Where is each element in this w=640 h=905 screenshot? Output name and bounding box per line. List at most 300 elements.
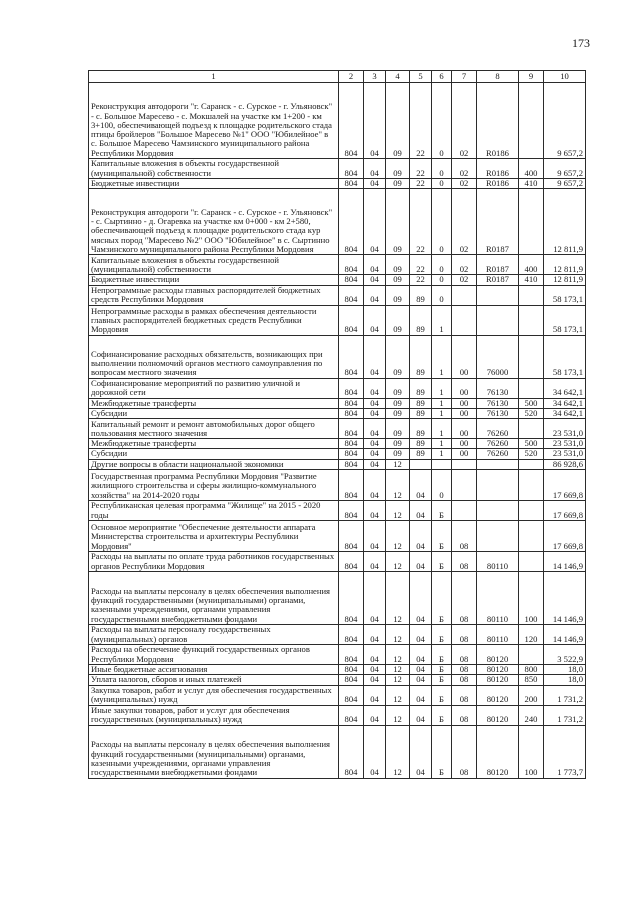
program-code-cell: 04 <box>410 571 432 624</box>
table-row <box>89 624 586 644</box>
table-row <box>89 419 586 439</box>
expense-code-cell: 76260 <box>477 439 519 449</box>
activity-code-cell: 02 <box>452 189 477 255</box>
subprogram-code-cell: Б <box>432 500 452 520</box>
expense-type-code-cell <box>519 419 544 439</box>
admin-code-cell: 804 <box>339 419 364 439</box>
amount-cell: 58 173,1 <box>544 285 586 305</box>
table-row <box>89 439 586 449</box>
item-name-cell: Субсидии <box>89 449 339 459</box>
admin-code-cell: 804 <box>339 255 364 275</box>
activity-code-cell: 08 <box>452 664 477 674</box>
column-header: 9 <box>519 71 544 83</box>
section-code-cell: 04 <box>364 83 386 159</box>
amount-cell: 14 146,9 <box>544 624 586 644</box>
subsection-code-cell: 09 <box>386 335 410 378</box>
subsection-code-cell: 09 <box>386 419 410 439</box>
item-name-cell: Уплата налогов, сборов и иных платежей <box>89 675 339 685</box>
activity-code-cell: 08 <box>452 675 477 685</box>
section-code-cell: 04 <box>364 725 386 778</box>
expense-code-cell: R0187 <box>477 275 519 285</box>
program-code-cell: 89 <box>410 305 432 335</box>
subsection-code-cell: 09 <box>386 408 410 418</box>
section-code-cell: 04 <box>364 285 386 305</box>
column-header: 3 <box>364 71 386 83</box>
program-code-cell: 22 <box>410 189 432 255</box>
section-code-cell: 04 <box>364 398 386 408</box>
section-code-cell: 04 <box>364 500 386 520</box>
item-name-cell: Иные бюджетные ассигнования <box>89 664 339 674</box>
amount-cell: 23 531,0 <box>544 439 586 449</box>
expense-type-code-cell <box>519 83 544 159</box>
activity-code-cell: 02 <box>452 159 477 179</box>
expense-type-code-cell: 520 <box>519 449 544 459</box>
column-header: 8 <box>477 71 519 83</box>
admin-code-cell: 804 <box>339 500 364 520</box>
activity-code-cell: 08 <box>452 725 477 778</box>
item-name-cell: Капитальные вложения в объекты государственной (муниципальной) собственности <box>89 255 339 275</box>
item-name-cell: Капитальные вложения в объекты государственной (муниципальной) собственности <box>89 159 339 179</box>
expense-type-code-cell: 410 <box>519 179 544 189</box>
section-code-cell: 04 <box>364 551 386 571</box>
expense-code-cell: 80110 <box>477 571 519 624</box>
subsection-code-cell: 09 <box>386 285 410 305</box>
amount-cell: 14 146,9 <box>544 551 586 571</box>
subsection-code-cell: 12 <box>386 705 410 725</box>
amount-cell: 12 811,9 <box>544 255 586 275</box>
amount-cell: 17 669,8 <box>544 469 586 500</box>
expense-code-cell: 76260 <box>477 419 519 439</box>
subprogram-code-cell: 0 <box>432 189 452 255</box>
activity-code-cell: 02 <box>452 179 477 189</box>
activity-code-cell <box>452 285 477 305</box>
admin-code-cell: 804 <box>339 675 364 685</box>
table-row <box>89 571 586 624</box>
expense-type-code-cell: 500 <box>519 398 544 408</box>
item-name-cell: Реконструкция автодороги "г. Саранск - с. Сурское - г. Ульяновск" - с. Сыртинно - д. Огаревка на участке км 0+000 - км 2+580, обеспечивающей подъезд к площадке родительского стада кур мясных пород "Маресево №2" ООО "Юбилейное" в с. Сыртинно Чамзинского муниципального района Республики Мордовия <box>89 189 339 255</box>
item-name-cell: Субсидии <box>89 408 339 418</box>
amount-cell: 9 657,2 <box>544 179 586 189</box>
program-code-cell <box>410 459 432 469</box>
item-name-cell: Основное мероприятие "Обеспечение деятельности аппарата Министерства строительства и архитектуры Республики Мордовия" <box>89 520 339 551</box>
subsection-code-cell: 09 <box>386 305 410 335</box>
item-name-cell: Софинансирование расходных обязательств, возникающих при выполнении полномочий органов местного самоуправления по вопросам местного значения <box>89 335 339 378</box>
table-row <box>89 705 586 725</box>
activity-code-cell: 08 <box>452 624 477 644</box>
expense-type-code-cell <box>519 500 544 520</box>
table-row <box>89 179 586 189</box>
section-code-cell: 04 <box>364 179 386 189</box>
expense-code-cell: 80120 <box>477 685 519 705</box>
subsection-code-cell: 12 <box>386 664 410 674</box>
expense-code-cell: 76130 <box>477 398 519 408</box>
subprogram-code-cell <box>432 459 452 469</box>
table-row <box>89 520 586 551</box>
subprogram-code-cell: 1 <box>432 305 452 335</box>
program-code-cell: 04 <box>410 551 432 571</box>
amount-cell: 34 642,1 <box>544 378 586 398</box>
expense-type-code-cell: 400 <box>519 159 544 179</box>
program-code-cell: 22 <box>410 255 432 275</box>
item-name-cell: Софинансирование мероприятий по развитию уличной и дорожной сети <box>89 378 339 398</box>
program-code-cell: 22 <box>410 275 432 285</box>
expense-code-cell: R0187 <box>477 255 519 275</box>
subprogram-code-cell: Б <box>432 675 452 685</box>
expense-type-code-cell: 100 <box>519 571 544 624</box>
amount-cell: 1 773,7 <box>544 725 586 778</box>
expense-code-cell: 76260 <box>477 449 519 459</box>
admin-code-cell: 804 <box>339 83 364 159</box>
activity-code-cell: 00 <box>452 439 477 449</box>
program-code-cell: 04 <box>410 520 432 551</box>
expense-type-code-cell <box>519 469 544 500</box>
subprogram-code-cell: 1 <box>432 408 452 418</box>
amount-cell: 1 731,2 <box>544 705 586 725</box>
subsection-code-cell: 09 <box>386 378 410 398</box>
expense-type-code-cell: 240 <box>519 705 544 725</box>
subprogram-code-cell: Б <box>432 685 452 705</box>
subsection-code-cell: 09 <box>386 83 410 159</box>
subprogram-code-cell: Б <box>432 624 452 644</box>
subsection-code-cell: 12 <box>386 520 410 551</box>
expense-type-code-cell: 500 <box>519 439 544 449</box>
amount-cell: 34 642,1 <box>544 408 586 418</box>
table-row <box>89 378 586 398</box>
table-row <box>89 469 586 500</box>
item-name-cell: Межбюджетные трансферты <box>89 439 339 449</box>
column-header: 5 <box>410 71 432 83</box>
activity-code-cell: 00 <box>452 408 477 418</box>
amount-cell: 17 669,8 <box>544 500 586 520</box>
expense-code-cell <box>477 469 519 500</box>
item-name-cell: Иные закупки товаров, работ и услуг для обеспечения государственных (муниципальных) нужд <box>89 705 339 725</box>
subprogram-code-cell: 1 <box>432 335 452 378</box>
subprogram-code-cell: 0 <box>432 275 452 285</box>
subprogram-code-cell: 0 <box>432 255 452 275</box>
budget-table <box>88 70 586 779</box>
item-name-cell: Другие вопросы в области национальной экономики <box>89 459 339 469</box>
table-row <box>89 664 586 674</box>
item-name-cell: Межбюджетные трансферты <box>89 398 339 408</box>
item-name-cell: Закупка товаров, работ и услуг для обеспечения государственных (муниципальных) нужд <box>89 685 339 705</box>
amount-cell: 23 531,0 <box>544 449 586 459</box>
program-code-cell: 89 <box>410 449 432 459</box>
expense-code-cell <box>477 305 519 335</box>
activity-code-cell: 00 <box>452 419 477 439</box>
expense-code-cell: 80110 <box>477 624 519 644</box>
expense-type-code-cell: 100 <box>519 725 544 778</box>
item-name-cell: Бюджетные инвестиции <box>89 275 339 285</box>
table-row <box>89 685 586 705</box>
section-code-cell: 04 <box>364 459 386 469</box>
admin-code-cell: 804 <box>339 398 364 408</box>
table-row <box>89 189 586 255</box>
subsection-code-cell: 12 <box>386 551 410 571</box>
subprogram-code-cell: Б <box>432 520 452 551</box>
program-code-cell: 89 <box>410 335 432 378</box>
program-code-cell: 04 <box>410 500 432 520</box>
item-name-cell: Расходы на выплаты по оплате труда работников государственных органов Республики Мордовия <box>89 551 339 571</box>
expense-code-cell: R0186 <box>477 159 519 179</box>
expense-type-code-cell <box>519 378 544 398</box>
item-name-cell: Непрограммные расходы главных распорядителей бюджетных средств Республики Мордовия <box>89 285 339 305</box>
section-code-cell: 04 <box>364 439 386 449</box>
table-row <box>89 275 586 285</box>
admin-code-cell: 804 <box>339 189 364 255</box>
subsection-code-cell: 12 <box>386 469 410 500</box>
subsection-code-cell: 12 <box>386 644 410 664</box>
section-code-cell: 04 <box>364 378 386 398</box>
table-row <box>89 459 586 469</box>
amount-cell: 9 657,2 <box>544 159 586 179</box>
expense-code-cell: 80120 <box>477 705 519 725</box>
amount-cell: 3 522,9 <box>544 644 586 664</box>
activity-code-cell: 08 <box>452 705 477 725</box>
admin-code-cell: 804 <box>339 275 364 285</box>
amount-cell: 86 928,6 <box>544 459 586 469</box>
amount-cell: 34 642,1 <box>544 398 586 408</box>
section-code-cell: 04 <box>364 449 386 459</box>
section-code-cell: 04 <box>364 335 386 378</box>
expense-type-code-cell <box>519 644 544 664</box>
activity-code-cell: 02 <box>452 83 477 159</box>
expense-code-cell: R0186 <box>477 179 519 189</box>
page-number: 173 <box>572 36 590 50</box>
item-name-cell: Расходы на выплаты персоналу в целях обеспечения выполнения функций государственными (муниципальными) органами, казенными учреждениями, органами управления государственными внебюджетными фондами <box>89 725 339 778</box>
expense-type-code-cell: 520 <box>519 408 544 418</box>
program-code-cell: 22 <box>410 159 432 179</box>
expense-type-code-cell <box>519 285 544 305</box>
expense-code-cell: 76130 <box>477 378 519 398</box>
item-name-cell: Капитальный ремонт и ремонт автомобильных дорог общего пользования местного значения <box>89 419 339 439</box>
expense-code-cell <box>477 520 519 551</box>
subprogram-code-cell: 0 <box>432 469 452 500</box>
table-row <box>89 500 586 520</box>
subsection-code-cell: 09 <box>386 398 410 408</box>
admin-code-cell: 804 <box>339 551 364 571</box>
table-row <box>89 398 586 408</box>
subprogram-code-cell: Б <box>432 725 452 778</box>
expense-type-code-cell: 120 <box>519 624 544 644</box>
table-row <box>89 305 586 335</box>
expense-code-cell: R0186 <box>477 83 519 159</box>
admin-code-cell: 804 <box>339 685 364 705</box>
subsection-code-cell: 12 <box>386 685 410 705</box>
section-code-cell: 04 <box>364 419 386 439</box>
subsection-code-cell: 09 <box>386 255 410 275</box>
amount-cell: 17 669,8 <box>544 520 586 551</box>
section-code-cell: 04 <box>364 644 386 664</box>
section-code-cell: 04 <box>364 685 386 705</box>
activity-code-cell <box>452 305 477 335</box>
admin-code-cell: 804 <box>339 305 364 335</box>
subsection-code-cell: 12 <box>386 675 410 685</box>
amount-cell: 18,0 <box>544 675 586 685</box>
program-code-cell: 04 <box>410 644 432 664</box>
expense-type-code-cell: 400 <box>519 255 544 275</box>
header-row <box>89 71 586 83</box>
item-name-cell: Расходы на обеспечение функций государственных органов Республики Мордовия <box>89 644 339 664</box>
subprogram-code-cell: 1 <box>432 419 452 439</box>
amount-cell: 58 173,1 <box>544 335 586 378</box>
table-row <box>89 408 586 418</box>
subsection-code-cell: 12 <box>386 725 410 778</box>
subprogram-code-cell: 0 <box>432 159 452 179</box>
admin-code-cell: 804 <box>339 520 364 551</box>
activity-code-cell: 08 <box>452 644 477 664</box>
admin-code-cell: 804 <box>339 624 364 644</box>
table-row <box>89 551 586 571</box>
column-header: 6 <box>432 71 452 83</box>
program-code-cell: 04 <box>410 624 432 644</box>
expense-code-cell <box>477 285 519 305</box>
program-code-cell: 89 <box>410 408 432 418</box>
program-code-cell: 89 <box>410 439 432 449</box>
subsection-code-cell: 09 <box>386 179 410 189</box>
section-code-cell: 04 <box>364 520 386 551</box>
activity-code-cell: 08 <box>452 685 477 705</box>
activity-code-cell <box>452 459 477 469</box>
table-row <box>89 285 586 305</box>
section-code-cell: 04 <box>364 408 386 418</box>
activity-code-cell <box>452 500 477 520</box>
item-name-cell: Реконструкция автодороги "г. Саранск - с. Сурское - г. Ульяновск" - с. Большое Маресево - с. Мокшалей на участке км 1+200 - км 3+100, обеспечивающей подъезд к площадке родительского стада птицы бройлеров "Большое Маресево №1" ООО "Юбилейное" в с. Большое Маресево Чамзинского муниципального района Республики Мордовия <box>89 83 339 159</box>
subsection-code-cell: 09 <box>386 275 410 285</box>
expense-type-code-cell <box>519 551 544 571</box>
expense-code-cell: 76130 <box>477 408 519 418</box>
expense-code-cell: 80120 <box>477 675 519 685</box>
section-code-cell: 04 <box>364 469 386 500</box>
subsection-code-cell: 09 <box>386 159 410 179</box>
program-code-cell: 04 <box>410 705 432 725</box>
admin-code-cell: 804 <box>339 449 364 459</box>
table-row <box>89 644 586 664</box>
program-code-cell: 89 <box>410 398 432 408</box>
subsection-code-cell: 09 <box>386 439 410 449</box>
table-row <box>89 449 586 459</box>
subsection-code-cell: 12 <box>386 571 410 624</box>
expense-type-code-cell: 200 <box>519 685 544 705</box>
program-code-cell: 04 <box>410 664 432 674</box>
admin-code-cell: 804 <box>339 408 364 418</box>
activity-code-cell: 08 <box>452 571 477 624</box>
activity-code-cell: 08 <box>452 520 477 551</box>
expense-code-cell: 80120 <box>477 664 519 674</box>
activity-code-cell: 08 <box>452 551 477 571</box>
amount-cell: 14 146,9 <box>544 571 586 624</box>
item-name-cell: Расходы на выплаты персоналу государственных (муниципальных) органов <box>89 624 339 644</box>
section-code-cell: 04 <box>364 664 386 674</box>
expense-type-code-cell <box>519 520 544 551</box>
amount-cell: 58 173,1 <box>544 305 586 335</box>
subprogram-code-cell: Б <box>432 551 452 571</box>
activity-code-cell: 02 <box>452 255 477 275</box>
expense-code-cell <box>477 500 519 520</box>
section-code-cell: 04 <box>364 275 386 285</box>
program-code-cell: 89 <box>410 378 432 398</box>
amount-cell: 9 657,2 <box>544 83 586 159</box>
section-code-cell: 04 <box>364 189 386 255</box>
section-code-cell: 04 <box>364 571 386 624</box>
expense-code-cell: 80120 <box>477 644 519 664</box>
subprogram-code-cell: Б <box>432 644 452 664</box>
subprogram-code-cell: Б <box>432 705 452 725</box>
section-code-cell: 04 <box>364 305 386 335</box>
table-row <box>89 725 586 778</box>
column-header: 7 <box>452 71 477 83</box>
admin-code-cell: 804 <box>339 725 364 778</box>
program-code-cell: 89 <box>410 419 432 439</box>
expense-type-code-cell: 850 <box>519 675 544 685</box>
expense-type-code-cell <box>519 305 544 335</box>
column-header: 4 <box>386 71 410 83</box>
table-row <box>89 335 586 378</box>
admin-code-cell: 804 <box>339 285 364 305</box>
table-row <box>89 255 586 275</box>
item-name-cell: Республиканская целевая программа "Жилище" на 2015 - 2020 годы <box>89 500 339 520</box>
section-code-cell: 04 <box>364 624 386 644</box>
column-header: 1 <box>89 71 339 83</box>
table-body <box>89 71 586 779</box>
activity-code-cell: 02 <box>452 275 477 285</box>
section-code-cell: 04 <box>364 255 386 275</box>
program-code-cell: 22 <box>410 83 432 159</box>
program-code-cell: 22 <box>410 179 432 189</box>
item-name-cell: Непрограммные расходы в рамках обеспечения деятельности главных распорядителей бюджетных средств Республики Мордовия <box>89 305 339 335</box>
activity-code-cell <box>452 469 477 500</box>
column-header: 10 <box>544 71 586 83</box>
admin-code-cell: 804 <box>339 439 364 449</box>
expense-code-cell <box>477 459 519 469</box>
expense-code-cell: R0187 <box>477 189 519 255</box>
amount-cell: 18,0 <box>544 664 586 674</box>
subprogram-code-cell: 1 <box>432 449 452 459</box>
admin-code-cell: 804 <box>339 378 364 398</box>
subsection-code-cell: 12 <box>386 624 410 644</box>
subsection-code-cell: 09 <box>386 449 410 459</box>
subprogram-code-cell: 0 <box>432 83 452 159</box>
subprogram-code-cell: 1 <box>432 398 452 408</box>
expense-type-code-cell <box>519 189 544 255</box>
item-name-cell: Бюджетные инвестиции <box>89 179 339 189</box>
admin-code-cell: 804 <box>339 459 364 469</box>
amount-cell: 1 731,2 <box>544 685 586 705</box>
subprogram-code-cell: 1 <box>432 439 452 449</box>
subprogram-code-cell: 0 <box>432 179 452 189</box>
subprogram-code-cell: 0 <box>432 285 452 305</box>
program-code-cell: 04 <box>410 725 432 778</box>
admin-code-cell: 804 <box>339 335 364 378</box>
item-name-cell: Государственная программа Республики Мордовия "Развитие жилищного строительства и сферы жилищно-коммунального хозяйства" на 2014-2020 годы <box>89 469 339 500</box>
item-name-cell: Расходы на выплаты персоналу в целях обеспечения выполнения функций государственными (муниципальными) органами, казенными учреждениями, органами управления государственными внебюджетными фондами <box>89 571 339 624</box>
subprogram-code-cell: 1 <box>432 378 452 398</box>
subsection-code-cell: 12 <box>386 500 410 520</box>
admin-code-cell: 804 <box>339 469 364 500</box>
activity-code-cell: 00 <box>452 378 477 398</box>
admin-code-cell: 804 <box>339 644 364 664</box>
program-code-cell: 04 <box>410 675 432 685</box>
section-code-cell: 04 <box>364 705 386 725</box>
amount-cell: 23 531,0 <box>544 419 586 439</box>
expense-code-cell: 76000 <box>477 335 519 378</box>
expense-type-code-cell <box>519 335 544 378</box>
expense-type-code-cell: 410 <box>519 275 544 285</box>
expense-type-code-cell: 800 <box>519 664 544 674</box>
activity-code-cell: 00 <box>452 335 477 378</box>
table-row <box>89 675 586 685</box>
expense-code-cell: 80120 <box>477 725 519 778</box>
subsection-code-cell: 09 <box>386 189 410 255</box>
